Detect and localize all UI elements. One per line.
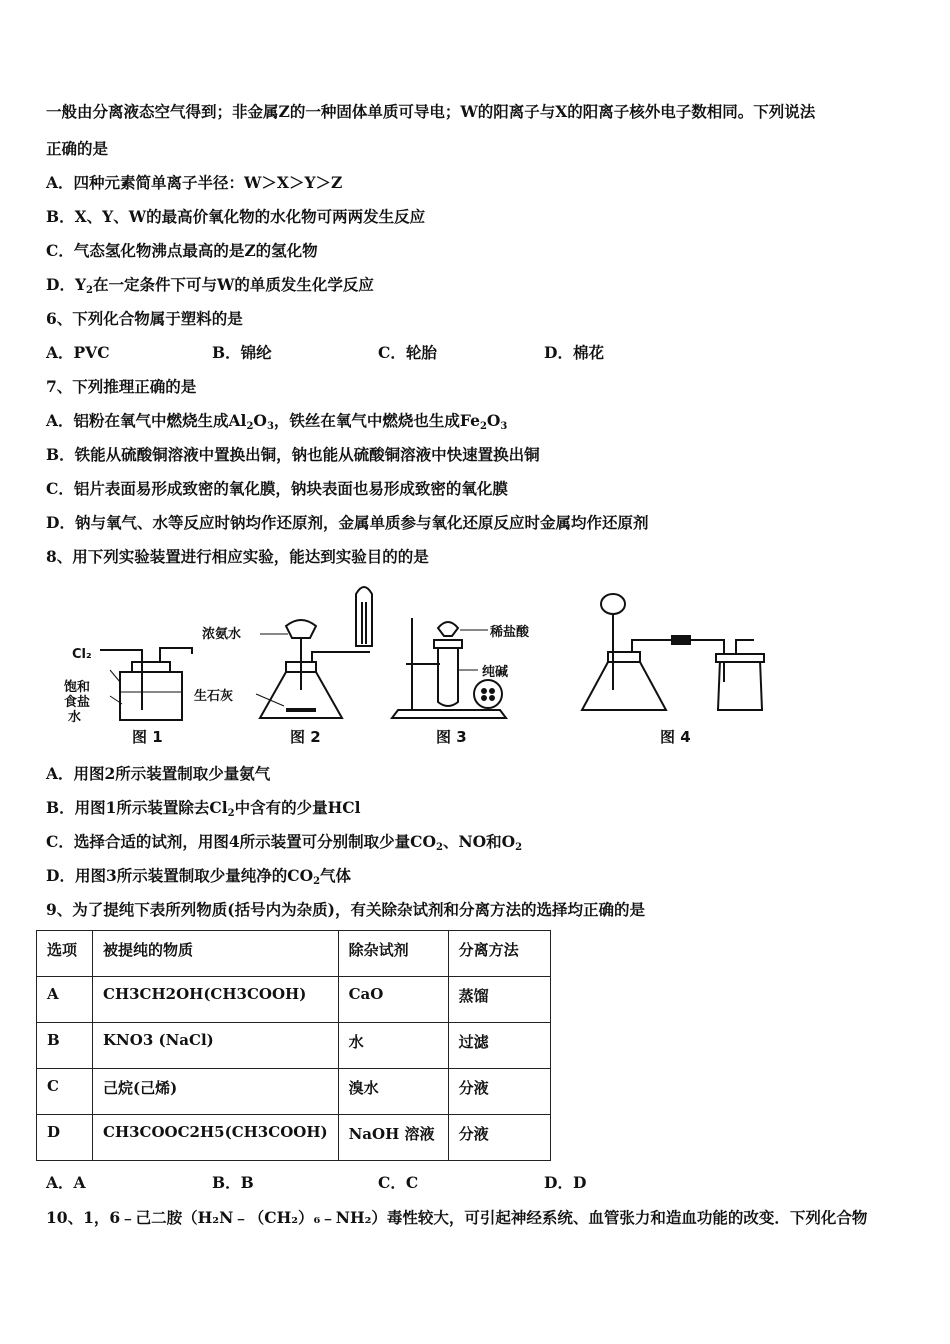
q9-table (36, 930, 551, 1161)
row-method: 蒸馏 (448, 977, 550, 1023)
q7-option-c: C．铝片表面易形成致密的氧化膜，钠块表面也易形成致密的氧化膜 (46, 479, 508, 498)
q6-option-a: A．PVC (46, 343, 110, 362)
q5-option-d: D．$Y_2$在一定条件下可与W的单质发生化学反应 (46, 275, 374, 296)
q5-stem-line1: 一般由分离液态空气得到；非金属Z的一种固体单质可导电；W的阳离子与X的阳离子核外电子数相同。下列说法 (46, 102, 816, 121)
row-substance: KNO3 (NaCl) (93, 1023, 339, 1069)
q9-option-c: C．C (378, 1173, 419, 1192)
q5-option-b: B．X、Y、W的最高价氧化物的水化物可两两发生反应 (46, 207, 426, 226)
q8-option-c: C．选择合适的试剂，用图4所示装置可分别制取少量$CO_2$、NO和$O_2$ (46, 832, 523, 853)
fig1-liquid-label-2: 食盐 (64, 695, 91, 710)
row-reagent: NaOH 溶液 (338, 1115, 448, 1161)
table-header-row (37, 931, 551, 977)
q6-options (46, 343, 604, 363)
q9-option-a: A．A (46, 1173, 86, 1192)
q9-option-d: D．D (544, 1173, 587, 1192)
header-reagent: 除杂试剂 (338, 931, 448, 977)
row-method: 分液 (448, 1115, 550, 1161)
figure-1-wash-bottle (64, 647, 192, 725)
q6-stem: 6、下列化合物属于塑料的是 (46, 309, 243, 328)
fig1-gas-label: Cl₂ (72, 647, 92, 662)
apparatus-figure (60, 578, 800, 748)
q5-option-c: C．气态氢化物沸点最高的是Z的氢化物 (46, 241, 318, 260)
row-method: 过滤 (448, 1023, 550, 1069)
q5-stem-line2: 正确的是 (46, 139, 109, 158)
q9-stem: 9、为了提纯下表所列物质(括号内为杂质)，有关除杂试剂和分离方法的选择均正确的是 (46, 900, 645, 919)
header-method: 分离方法 (448, 931, 550, 977)
q9-options (46, 1173, 586, 1193)
q7-stem: 7、下列推理正确的是 (46, 377, 197, 396)
row-option: A (37, 977, 93, 1023)
row-option: C (37, 1069, 93, 1115)
q6-option-c: C．轮胎 (378, 343, 437, 362)
q8-option-a: A．用图2所示装置制取少量氨气 (46, 764, 271, 783)
table-row (37, 977, 551, 1023)
figure-2-ammonia-setup (194, 587, 372, 718)
header-option: 选项 (37, 931, 93, 977)
fig2-top-label: 浓氨水 (202, 627, 242, 642)
row-substance: CH3CH2OH(CH3COOH) (93, 977, 339, 1023)
header-substance: 被提纯的物质 (93, 931, 339, 977)
row-substance: 己烷(己烯) (93, 1069, 339, 1115)
q8-stem: 8、用下列实验装置进行相应实验，能达到实验目的的是 (46, 547, 429, 566)
row-method: 分液 (448, 1069, 550, 1115)
fig3-caption: 图 3 (436, 728, 467, 746)
q7-option-d: D．钠与氧气、水等反应时钠均作还原剂，金属单质参与氧化还原反应时金属均作还原剂 (46, 513, 649, 532)
fig1-liquid-label-3: 水 (68, 710, 82, 725)
fig2-caption: 图 2 (290, 728, 321, 746)
q6-option-d: D．棉花 (544, 343, 604, 362)
row-reagent: 溴水 (338, 1069, 448, 1115)
q7-option-a: A．铝粉在氧气中燃烧生成$Al_2O_3$，铁丝在氧气中燃烧也生成$Fe_2O_3$ (46, 411, 508, 432)
figure-4-gas-collection (582, 594, 764, 710)
row-reagent: CaO (338, 977, 448, 1023)
q9-option-b: B．B (212, 1173, 254, 1192)
figure-3-co2-setup (392, 618, 530, 718)
row-substance: CH3COOC2H5(CH3COOH) (93, 1115, 339, 1161)
q6-option-b: B．锦纶 (212, 343, 272, 362)
fig3-solid-label: 纯碱 (482, 665, 509, 680)
q10-stem: 10、1，6﹣己二胺（H₂N﹣（CH₂）₆﹣NH₂）毒性较大，可引起神经系统、血管张力和造血功能的改变．下列化合物 (46, 1208, 868, 1227)
row-reagent: 水 (338, 1023, 448, 1069)
fig1-liquid-label-1: 饱和 (64, 680, 91, 695)
table-row (37, 1115, 551, 1161)
fig4-caption: 图 4 (660, 728, 691, 746)
q8-option-d: D．用图3所示装置制取少量纯净的$CO_2$气体 (46, 866, 352, 887)
q5-option-a: A．四种元素简单离子半径：W＞X＞Y＞Z (46, 173, 343, 192)
fig3-top-label: 稀盐酸 (490, 625, 530, 640)
q8-option-b: B．用图1所示装置除去$Cl_2$中含有的少量HCl (46, 798, 361, 819)
table-row (37, 1023, 551, 1069)
row-option: D (37, 1115, 93, 1161)
fig1-caption: 图 1 (132, 728, 163, 746)
row-option: B (37, 1023, 93, 1069)
table-row (37, 1069, 551, 1115)
q7-option-b: B．铁能从硫酸铜溶液中置换出铜，钠也能从硫酸铜溶液中快速置换出铜 (46, 445, 540, 464)
fig2-bottom-label: 生石灰 (194, 689, 234, 704)
